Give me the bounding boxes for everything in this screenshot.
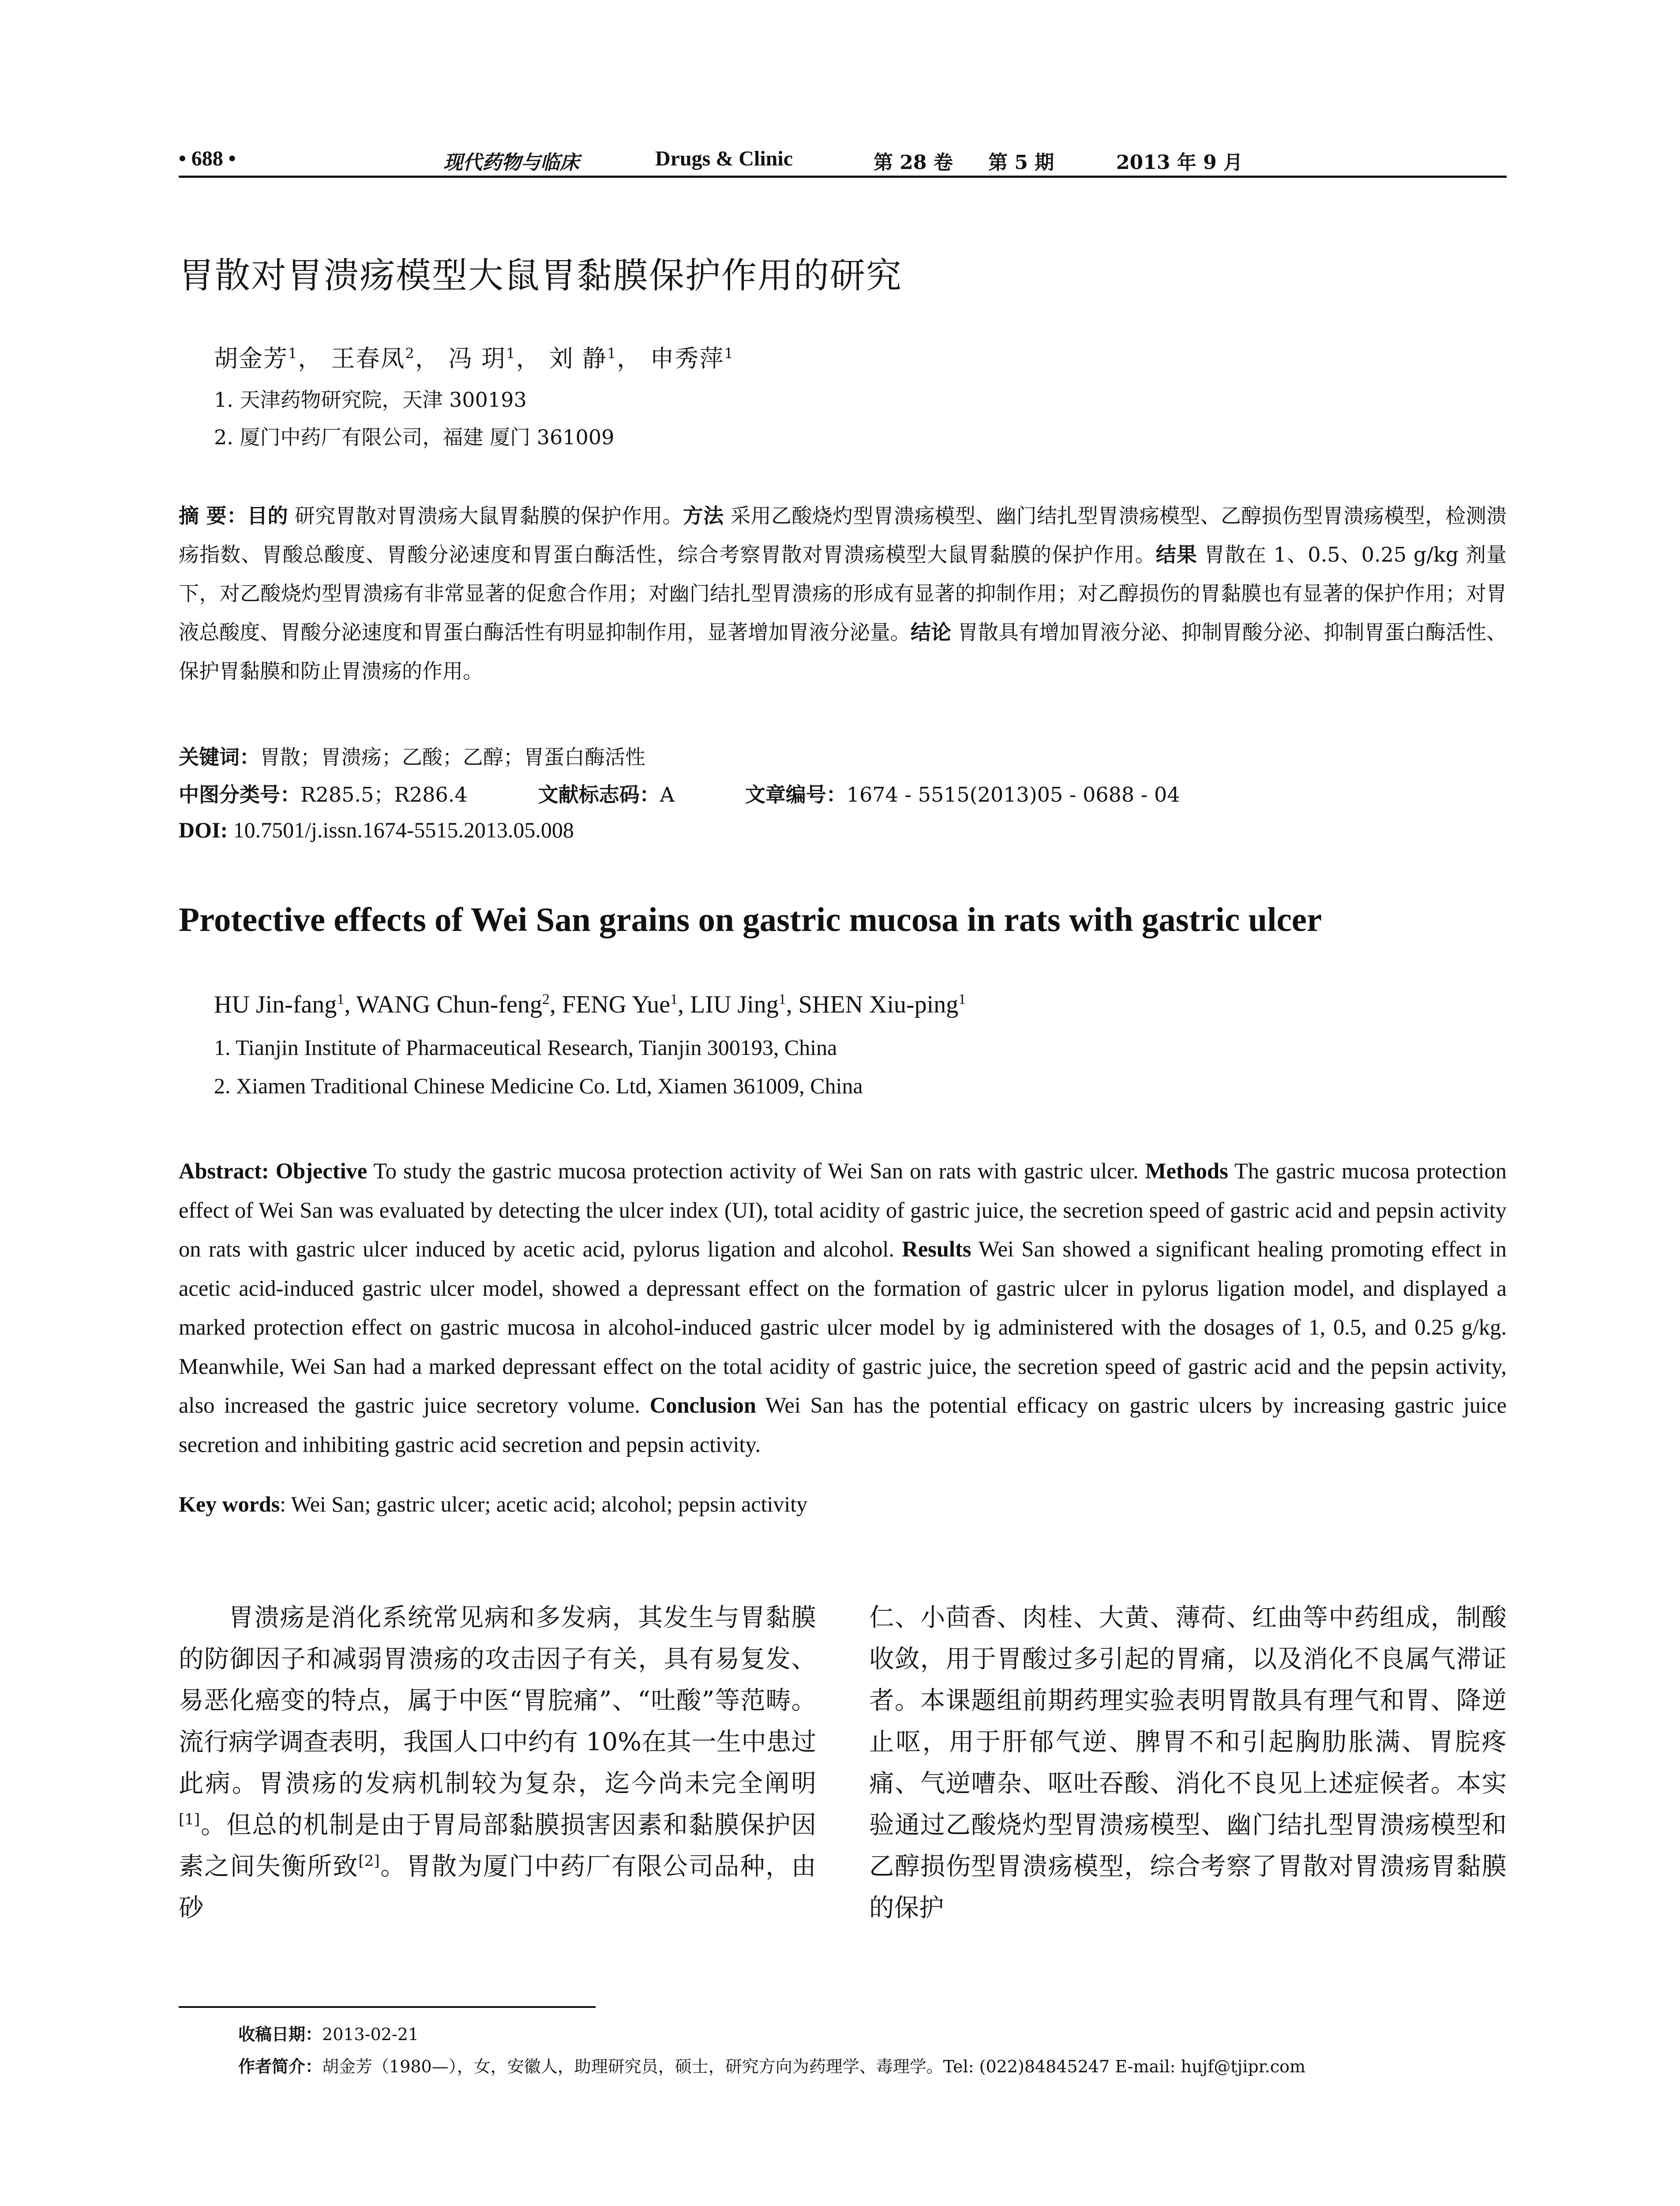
cn-author: 王春凤 — [331, 345, 405, 372]
page-number: • 688 • — [179, 147, 236, 170]
en-affiliation: 1. Tianjin Institute of Pharmaceutical Research, Tianjin 300193, China — [214, 1035, 837, 1060]
journal-name-cn: 现代药物与临床 — [443, 151, 579, 174]
doi: DOI: 10.7501/j.issn.1674-5515.2013.05.008 — [179, 818, 574, 842]
en-author: SHEN Xiu-ping — [798, 991, 959, 1018]
en-author: HU Jin-fang — [214, 991, 337, 1018]
en-abstract: Abstract: Objective To study the gastric mucosa protection activity of Wei San on rats with gastric ulcer. Methods The gastric mucosa protection effect of Wei San was evaluated by detecting the ulcer index (UI), total acidity of gastric juice, the secretion speed of gastric acid and pepsin activity on rats with gastric ulcer induced by acetic acid, pylorus ligation and alcohol. Results Wei San showed a significant healing promoting effect in acetic acid-induced gastric ulcer model, showed a depressant effect on the formation of gastric ulcer in pylorus ligation model, and displayed a marked protection effect on gastric mucosa in alcohol-induced gastric ulcer model by ig administered with the dosages of 1, 0.5, and 0.25 g/kg. Meanwhile, Wei San had a marked depressant effect on the total acidity of gastric juice, the secretion speed of gastric acid and the pepsin activity, also increased the gastric juice secretory volume. Conclusion Wei San has the potential efficacy on gastric ulcers by increasing gastric juice secretion and inhibiting gastric acid secretion and pepsin activity. — [179, 1159, 1507, 1457]
citation: [1] — [179, 1811, 200, 1829]
body-column-left: 胃溃疡是消化系统常见病和多发病，其发生与胃黏膜的防御因子和减弱胃溃疡的攻击因子有关，具有易复发、易恶化癌变的特点，属于中医“胃脘痛”、“吐酸”等范畴。流行病学调查表明，我国人口中约有 10%在其一生中患过此病。胃溃疡的发病机制较为复杂，迄今尚未完全阐明[1]。但总的机制是由于胃局部黏膜损害因素和黏膜保护因素之间失衡所致[2]。胃散为厦门中药厂有限公司品种，由砂 — [179, 1603, 817, 1922]
cn-author: 刘 静 — [549, 345, 607, 372]
running-header — [179, 140, 1507, 176]
issue-date: 2013 年 9 月 — [1116, 151, 1243, 174]
cn-author: 申秀萍 — [650, 345, 724, 372]
citation: [2] — [358, 1852, 380, 1870]
header-rule — [179, 176, 1507, 178]
cn-abstract: 摘 要：目的 研究胃散对胃溃疡大鼠胃黏膜的保护作用。方法 采用乙酸烧灼型胃溃疡模型、幽门结扎型胃溃疡模型、乙醇损伤型胃溃疡模型，检测溃疡指数、胃酸总酸度、胃酸分泌速度和胃蛋白酶活性，综合考察胃散对胃溃疡模型大鼠胃黏膜的保护作用。结果 胃散在 1、0.5、0.25 g/kg 剂量下，对乙酸烧灼型胃溃疡有非常显著的促愈合作用；对幽门结扎型胃溃疡的形成有显著的抑制作用；对乙醇损伤的胃黏膜也有显著的保护作用；对胃液总酸度、胃酸分泌速度和胃蛋白酶活性有明显抑制作用，显著增加胃液分泌量。结论 胃散具有增加胃液分泌、抑制胃酸分泌、抑制胃蛋白酶活性、保护胃黏膜和防止胃溃疡的作用。 — [179, 504, 1507, 683]
issue: 第 5 期 — [988, 151, 1054, 174]
journal-name-en: Drugs & Clinic — [655, 147, 793, 170]
cn-author: 冯 玥 — [448, 345, 506, 372]
author-bio: 作者简介：胡金芳（1980—），女，安徽人，助理研究员，硕士，研究方向为药理学、毒理学。Tel: (022)84845247 E-mail: hujf@tjipr.com — [238, 2057, 1306, 2076]
received-date: 收稿日期：2013-02-21 — [238, 2025, 419, 2044]
body-column-right: 仁、小茴香、肉桂、大黄、薄荷、红曲等中药组成，制酸收敛，用于胃酸过多引起的胃痛，以及消化不良属气滞证者。本课题组前期药理实验表明胃散具有理气和胃、降逆止呕，用于肝郁气逆、脾胃不和引起胸肋胀满、胃脘疼痛、气逆嘈杂、呕吐吞酸、消化不良见上述症候者。本实验通过乙酸烧灼型胃溃疡模型、幽门结扎型胃溃疡模型和乙醇损伤型胃溃疡模型，综合考察了胃散对胃溃疡胃黏膜的保护 — [869, 1603, 1507, 1922]
en-author: LIU Jing — [690, 991, 779, 1018]
cn-author-list: 胡金芳$^1$， 王春凤$^2$， 冯 玥$^1$， 刘 静$^1$， 申秀萍$^1$ — [214, 345, 734, 372]
en-keywords: Key words: Wei San; gastric ulcer; acetic acid; alcohol; pepsin activity — [179, 1492, 808, 1516]
volume: 第 28 卷 — [874, 151, 953, 174]
en-author: WANG Chun-feng — [356, 991, 542, 1018]
en-author-list: HU Jin-fang$^1$, WANG Chun-feng$^2$, FENG Yue$^1$, LIU Jing$^1$, SHEN Xiu-ping$^1$ — [214, 991, 966, 1018]
cn-abstract-label: 摘 要： — [179, 504, 248, 528]
cn-classification: 中图分类号：R285.5；R286.4 文献标志码：A 文章编号：1674 - 5515(2013)05 - 0688 - 04 — [179, 783, 1180, 807]
en-author: FENG Yue — [562, 991, 671, 1018]
en-affiliation: 2. Xiamen Traditional Chinese Medicine Co. Ltd, Xiamen 361009, China — [214, 1073, 863, 1098]
en-title: Protective effects of Wei San grains on gastric mucosa in rats with gastric ulcer — [179, 900, 1322, 938]
cn-title: 胃散对胃溃疡模型大鼠胃黏膜保护作用的研究 — [179, 255, 902, 296]
cn-keywords: 关键词：胃散；胃溃疡；乙酸；乙醇；胃蛋白酶活性 — [179, 745, 645, 769]
cn-affiliation: 2. 厦门中药厂有限公司，福建 厦门 361009 — [214, 425, 615, 449]
cn-author: 胡金芳 — [214, 345, 288, 372]
cn-affiliation: 1. 天津药物研究院，天津 300193 — [214, 388, 527, 412]
footnote-rule — [179, 2006, 596, 2008]
